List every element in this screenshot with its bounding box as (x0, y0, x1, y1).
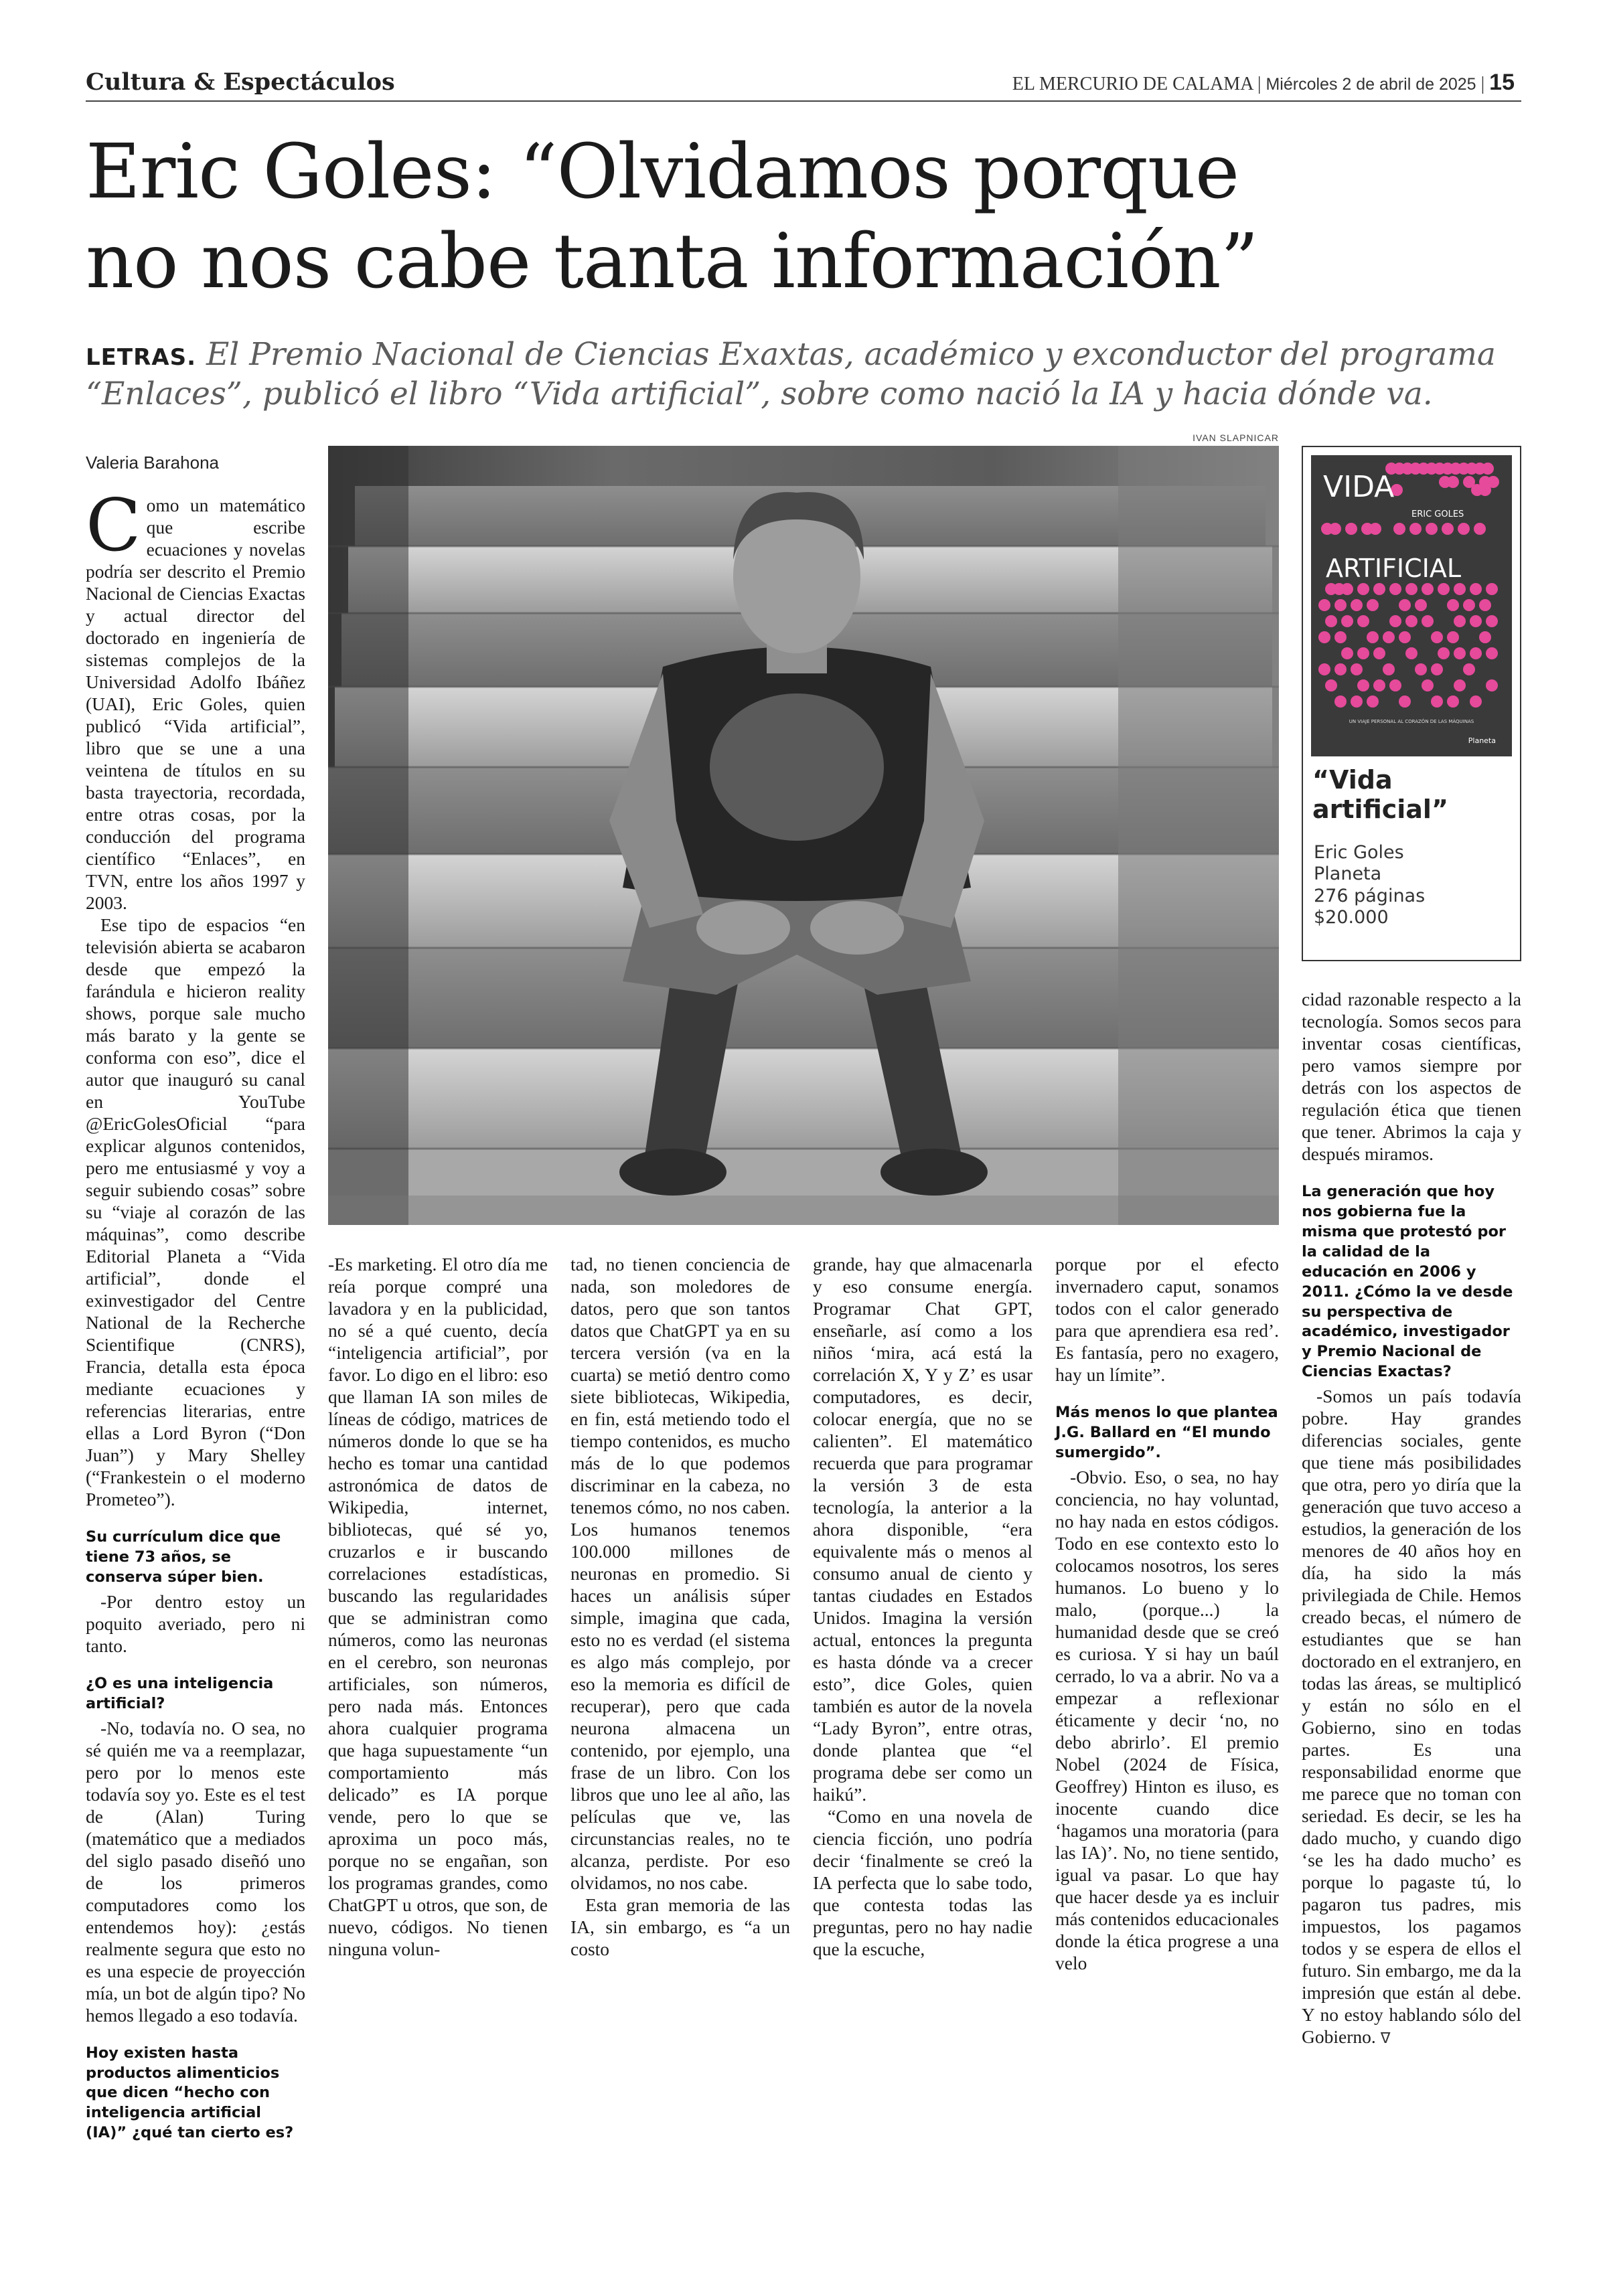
cover-title-1: VIDA (1323, 470, 1395, 504)
novel-paragraph-cont: porque por el efecto invernadero caput, sonamos todos con el calor generado para que aprendiera esa red’. Es fantasía, pero no exagero, hay un límite”. (1055, 1254, 1279, 1385)
answer-4-part-2: cidad razonable respecto a la tecnología. Somos secos para inventar cosas científicas, pero vamos siempre por detrás con los aspectos de regulación ética que tienen que tener. Abrimos la caja y después miramos. (1302, 989, 1521, 1164)
cover-dot (1486, 583, 1498, 595)
page-number: 15 (1489, 70, 1515, 95)
cover-dot (1431, 631, 1443, 643)
column-2 (328, 1253, 548, 1960)
cover-dot (1479, 599, 1491, 611)
cover-dot (1399, 695, 1411, 708)
cover-dot (1454, 615, 1466, 627)
cover-dot (1351, 695, 1363, 708)
cover-dot (1454, 583, 1466, 595)
cover-title-2: ARTIFICIAL (1326, 554, 1462, 583)
cover-dot (1373, 679, 1385, 691)
cover-dot (1447, 599, 1459, 611)
cover-dot (1389, 583, 1401, 595)
cover-dot (1351, 599, 1363, 611)
cover-dot (1431, 663, 1443, 675)
cover-dot (1431, 695, 1443, 708)
cover-dot (1454, 647, 1466, 659)
cover-dot (1463, 663, 1475, 675)
kicker: LETRAS. (86, 344, 196, 371)
column-1 (86, 484, 305, 2146)
cover-dot (1458, 523, 1470, 535)
cover-dot (1482, 463, 1494, 475)
cover-dot (1341, 647, 1353, 659)
cover-dot (1415, 663, 1427, 675)
column-3 (570, 1253, 790, 1960)
cover-dot (1334, 631, 1347, 643)
answer-1: -Por dentro estoy un poquito averiado, pero ni tanto. (86, 1590, 305, 1656)
cover-dot (1345, 523, 1357, 535)
cover-dot (1399, 631, 1411, 643)
cover-dot (1470, 615, 1482, 627)
cover-dot (1426, 523, 1438, 535)
answer-4-part-1: -Obvio. Eso, o sea, no hay conciencia, no hay voluntad, no hay nada en estos códigos. Todo en ese contexto esto lo colocamos nosotros, los seres humanos. Lo bueno y lo malo, (porque...) la humanidad desde que se creó es curiosa. Y si hay un baúl cerrado, lo va a abrir. No va a empezar a reflexionar éticamente y decir ‘no, no debo abrirlo’. El premio Nobel (2024 de Física, Geoffrey) Hinton es iluso, es inocente cuando dice ‘hagamos una moratoria (para las IA)’. No, no tiene sentido, igual va pasar. Lo que hay que hacer desde ya es incluir más contenidos educacionales donde la ética progrese a una velo (1055, 1466, 1279, 1973)
cover-dot (1474, 523, 1486, 535)
cover-dot (1422, 679, 1434, 691)
headline (86, 127, 1525, 307)
cover-dot (1409, 523, 1422, 535)
answer-2: -No, todavía no. O sea, no sé quién me va a reemplazar, pero por lo menos este todavía soy yo. Este es el test de (Alan) Turing (matemático que a mediados del siglo pasado diseñó uno de los primeros computadores como los entendemos hoy): ¿estás realmente segura que esto no es una especie de proyección mía, un bot de algún tipo? No hemos llegado a eso todavía. (86, 1717, 305, 2026)
cover-dot (1334, 695, 1347, 708)
photo-credit: IVAN SLAPNICAR (1193, 432, 1279, 443)
cover-dot (1438, 647, 1450, 659)
cover-dot (1341, 615, 1353, 627)
cover-dot (1422, 583, 1434, 595)
headline-line-1: Eric Goles: “Olvidamos porque (86, 129, 1239, 216)
question-3: Hoy existen hasta productos alimenticios que dicen “hecho con inteligencia artificial (IA)” ¿qué tan cierto es? (86, 2044, 294, 2142)
cover-dot (1351, 663, 1363, 675)
column-5 (1055, 1253, 1279, 1974)
cover-tagline: UN VIAJE PERSONAL AL CORAZÓN DE LAS MÁQUINAS (1349, 719, 1474, 724)
cover-dot (1357, 679, 1369, 691)
cover-dot (1334, 663, 1347, 675)
cover-dot (1325, 615, 1337, 627)
cover-dot (1357, 647, 1369, 659)
cover-dot (1486, 647, 1498, 659)
cover-dot (1373, 583, 1385, 595)
column-4 (813, 1253, 1032, 1960)
cover-dot (1470, 695, 1482, 708)
cover-dot (1373, 647, 1385, 659)
book-pages: 276 páginas (1314, 885, 1426, 906)
cover-publisher: Planeta (1468, 736, 1496, 745)
headline-line-2: no nos cabe tanta información” (86, 218, 1258, 306)
question-4: Más menos lo que plantea J.G. Ballard en “El mundo sumergido”. (1055, 1404, 1278, 1461)
cover-dot (1479, 484, 1491, 496)
cover-dot (1415, 599, 1427, 611)
deck-text: El Premio Nacional de Ciencias Exaxtas, académico y exconductor del programa “Enlaces”, publicó el libro “Vida artificial”, sobre como nació la IA y hacia dónde va. (86, 336, 1496, 413)
book-publisher: Planeta (1314, 864, 1382, 885)
cover-dot (1325, 679, 1337, 691)
cover-dot (1486, 615, 1498, 627)
question-5: La generación que hoy nos gobierna fue la misma que protestó por la calidad de la educación en 2006 y 2011. ¿Cómo la ve desde su perspectiva de académico, investigador y Premio Nacional de Ciencias Exactas? (1302, 1183, 1513, 1381)
cover-dot (1470, 583, 1482, 595)
end-mark-icon: ᐁ (1380, 2030, 1391, 2048)
cover-dot (1405, 615, 1418, 627)
answer-3-part-1: -Es marketing. El otro día me reía porque compré una lavadora y en la publicidad, no sé a qué cuento, decía “inteligencia artificial”, por favor. Lo digo en el libro: eso que llaman IA son miles de líneas de código, matrices de números donde lo que se ha hecho es tomar una cantidad astronómica de datos de Wikipedia, internet, bibliotecas, qué sé yo, cruzarlos e ir buscando correlaciones estadísticas, buscando las regularidades que se administran como números, como las neuronas en el cerebro, son neuronas artificiales, son números, pero nada más. Entonces ahora cualquier programa que haga supuestamente “un comportamiento más delicado” es IA porque vende, pero lo que se aproxima un poco más, porque no se engañan, son los programas grandes, como ChatGPT u otros, que son, de nuevo, códigos. No tienen ninguna volun- (328, 1254, 548, 1959)
cover-dot (1367, 695, 1379, 708)
cover-dot (1341, 583, 1353, 595)
column-6 (1302, 988, 1521, 2048)
cover-dot (1447, 695, 1459, 708)
intro-paragraph: Como un matemático que escribe ecuaciones y novelas podría ser descrito el Premio Nacional de Ciencias Exactas y actual director del doctorado en ingeniería de sistemas complejos de la Universidad Adolfo Ibáñez (UAI), Eric Goles, quien publicó “Vida artificial”, libro que se une a una veintena de títulos en su basta trayectoria, recordada, entre otras cosas, por la conducción del programa científico “Enlaces”, en TVN, entre los años 1997 y 2003. (86, 484, 305, 913)
book-sidebar (1302, 446, 1521, 961)
masthead: EL MERCURIO DE CALAMA | Miércoles 2 de abril de 2025 | 15 (1012, 70, 1515, 95)
cover-dot (1438, 583, 1450, 595)
answer-3-part-2: tad, no tienen conciencia de nada, son moledores de datos, pero que son tantos datos que ChatGPT ya en su tercera versión (va en la cuarta) se metió dentro como siete bibliotecas, Wikipedia, en fin, está metiendo todo el tiempo contenidos, es mucho más de lo que podemos discriminar en la cabeza, no tenemos cómo, no nos caben. Los humanos tenemos 100.000 millones de neuronas en promedio. Si haces un análisis súper simple, imagina que cada, esto no es verdad (el sistema es algo más complejo, por eso la memoria es difícil de recuperar), pero que cada neurona almacena un contenido, por ejemplo, una frase de un libro. Con los libros que uno lee al año, las películas que ve, las circunstancias reales, no te alcanza, perdiste. Por eso olvidamos, no nos cabe. (570, 1254, 790, 1893)
cover-dot (1393, 523, 1405, 535)
memory-paragraph-start: Esta gran memoria de las IA, sin embargo, es “a un costo (570, 1894, 790, 1959)
book-author: Eric Goles (1314, 842, 1404, 863)
cover-dot (1422, 615, 1434, 627)
cover-dot (1405, 583, 1418, 595)
cover-dot (1318, 631, 1330, 643)
cover-dot (1463, 599, 1475, 611)
cover-dot (1318, 599, 1330, 611)
cover-dot (1442, 523, 1454, 535)
cover-dot (1447, 631, 1459, 643)
portrait-photo (328, 446, 1279, 1225)
book-cover-art (1311, 455, 1512, 756)
cover-dot (1447, 476, 1459, 488)
cover-dot (1389, 615, 1401, 627)
answer-5: -Somos un país todavía pobre. Hay grandes diferencias sociales, gente que tiene más posibilidades que otra, pero yo diría que la generación que tuvo acceso a estudios, la generación de los menores de 40 años hoy en día, ha sido la más privilegiada de Chile. Hemos creado becas, el número de estudiantes que se han doctorado en el extranjero, en todas las áreas, se multiplicó y están no sólo en el Gobierno, sino en todas partes. Es una responsabilidad enorme que me parece que no toman con seriedad. Es decir, se les ha dado mucho, y cuando digo ‘se les ha dado mucho’ es porque lo pagaste tú, lo pagaron tus padres, mis impuestos, los pagamos todos y se espera de ellos el futuro. Sin embargo, me da la impresión que están al debe. Y no estoy hablando sólo del Gobierno. ᐁ (1302, 1386, 1521, 2048)
stairs-portrait-illustration (328, 446, 1279, 1225)
cover-dot (1334, 599, 1347, 611)
cover-dot (1389, 679, 1401, 691)
cover-author: ERIC GOLES (1411, 509, 1464, 519)
cover-dot (1367, 631, 1379, 643)
book-price: $20.000 (1314, 907, 1389, 928)
cover-dot (1405, 647, 1418, 659)
cover-dot (1470, 647, 1482, 659)
cover-dot (1357, 615, 1369, 627)
cover-dot (1367, 599, 1379, 611)
cover-dot (1479, 631, 1491, 643)
novel-paragraph-start: “Como en una novela de ciencia ficción, uno podría decir ‘finalmente se creó la IA perfecta que lo sabe todo, que contesta todas las preguntas, pero no hay nadie que la escuche, (813, 1806, 1032, 1959)
cover-dot (1383, 663, 1395, 675)
publication-name: EL MERCURIO DE CALAMA (1012, 74, 1253, 94)
header-rule (86, 100, 1521, 102)
question-1: Su currículum dice que tiene 73 años, se conserva súper bien. (86, 1528, 281, 1586)
byline: Valeria Barahona (86, 453, 219, 473)
cover-dot (1454, 679, 1466, 691)
deck (86, 335, 1525, 414)
book-info (1314, 842, 1425, 929)
issue-date: Miércoles 2 de abril de 2025 (1266, 75, 1476, 94)
cover-dot (1399, 599, 1411, 611)
cover-dot (1486, 679, 1498, 691)
memory-paragraph-cont: grande, hay que almacenarla y eso consume energía. Programar Chat GPT, enseñarle, así como a los niños ‘mira, acá está la correlación X, Y y Z’ es usar computadores, es decir, colocar energía, que no se calienten”. El matemático recuerda que para programar la versión 3 de esta tecnología, la anterior a la ahora disponible, “era equivalente más o menos al consumo anual de ciento y tantas ciudades en Estados Unidos. Imagina la versión actual, entonces la pregunta es hasta dónde va a crecer esto”, dice Goles, quien también es autor de la novela “Lady Byron”, entre otras, donde plantea que “el programa debe ser como un haikú”. (813, 1254, 1032, 1805)
section-label: Cultura & Espectáculos (86, 68, 395, 96)
cover-dot (1383, 631, 1395, 643)
book-title: “Vida artificial” (1312, 765, 1448, 824)
drop-cap: C (86, 484, 141, 568)
cover-dot (1318, 663, 1330, 675)
book-cover (1311, 455, 1512, 756)
cover-dot (1357, 583, 1369, 595)
paragraph-2: Ese tipo de espacios “en televisión abierta se acabaron desde que empezó la farándula e hicieron reality shows, porque sale mucho más barato y la gente se conforma con eso”, dice el autor que inauguró su canal en YouTube @EricGolesOficial “para explicar algunos contenidos, pero me entusiasmé y voy a seguir subiendo cosas” sobre su “viaje al corazón de las máquinas”, como describe Editorial Planeta a “Vida artificial”, donde el exinvestigador del Centre National de la Recherche Scientifique (CNRS), Francia, detalla esta época mediante ecuaciones y referencias literarias, entre ellas a Lord Byron (“Don Juan”) y Mary Shelley (“Frankestein o el moderno Prometeo”). (86, 914, 305, 1509)
cover-dot (1329, 523, 1341, 535)
question-2: ¿O es una inteligencia artificial? (86, 1674, 274, 1712)
cover-dot (1369, 523, 1381, 535)
